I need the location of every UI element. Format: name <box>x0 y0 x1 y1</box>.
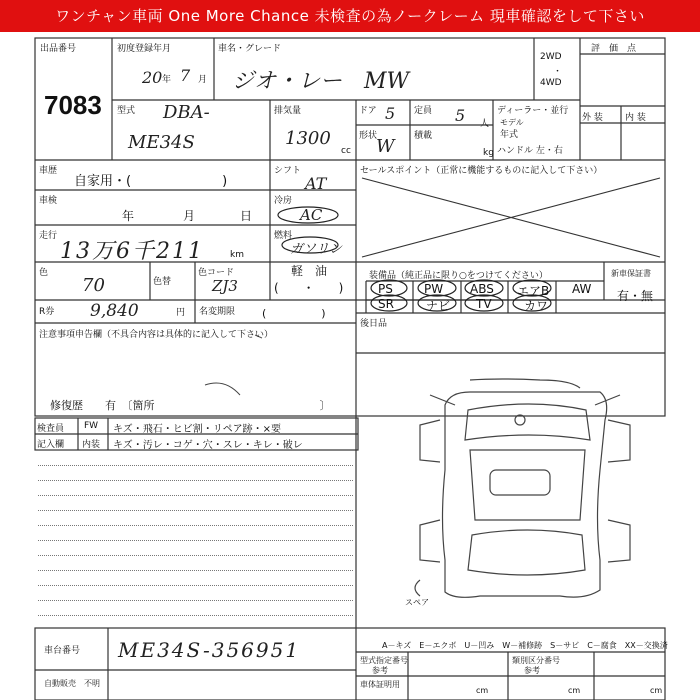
handle-label: ハンドル 左・右 <box>497 146 563 156</box>
reg-month-unit: 月 <box>198 75 208 85</box>
capacity-label: 定員 <box>414 106 433 116</box>
equip-aw: AW <box>572 282 592 296</box>
equip-abs: ABS <box>470 282 494 296</box>
car-name-value: ジオ・レー MW <box>232 69 410 94</box>
equip-tv: TV <box>476 297 492 311</box>
entry-label: 記入欄 <box>37 440 65 450</box>
banner: ワンチャン車両 One More Chance 未検査の為ノークレーム 現車確認をして下さい <box>0 0 700 32</box>
shape-cert-ref: 参考 <box>372 666 388 675</box>
chassis-label: 車台番号 <box>44 646 81 656</box>
shape-cert-label: 型式指定番号 <box>360 656 408 665</box>
drive-dot: ・ <box>553 67 563 77</box>
spare-label: スペア <box>405 598 429 607</box>
shift-value: AT <box>305 174 327 193</box>
color-code-label: 色コード <box>198 268 235 278</box>
class-cert-ref: 参考 <box>524 666 540 675</box>
interior-items: キズ・汚レ・コゲ・穴・スレ・キレ・破レ <box>113 440 303 451</box>
cm-unit-2: cm <box>568 686 581 695</box>
reg-era-unit: 年 <box>162 75 172 85</box>
shaken-year: 年 <box>122 209 135 223</box>
shape-value: W <box>376 136 395 157</box>
name-change-paren: ( ) <box>262 307 326 320</box>
sales-point-label: セールスポイント（正常に機能するものに記入して下さい） <box>360 166 603 176</box>
history-value: 自家用・( ) <box>74 174 228 189</box>
exterior-label: 外 装 <box>582 113 603 123</box>
drive-4wd: 4WD <box>540 78 562 88</box>
load-label: 積載 <box>414 131 433 141</box>
equip-airbag: エアB <box>517 284 550 298</box>
capacity-value: 5 <box>455 106 466 125</box>
doors-value: 5 <box>385 104 396 123</box>
reg-month: 7 <box>180 66 191 85</box>
dealer-sale-label: 自動販売 不明 <box>44 679 100 688</box>
color-value: 70 <box>82 275 105 296</box>
equipment-label: 装備品（純正品に限り○をつけてください） <box>369 271 548 281</box>
shift-label: シフト <box>274 166 302 176</box>
equip-navi: ナビ <box>426 299 451 313</box>
equip-pw: PW <box>424 282 444 296</box>
r-ticket-label: R券 <box>39 307 55 317</box>
grade-label: 評 価 点 <box>591 44 637 54</box>
shape-label: 形状 <box>359 131 378 141</box>
ac-value: AC <box>300 206 323 224</box>
fw-label: FW <box>84 421 99 431</box>
lot-number: 7083 <box>44 90 102 120</box>
color-code-value: ZJ3 <box>212 277 238 295</box>
fuel-kerosene: 軽 油 <box>291 264 328 278</box>
shaken-label: 車検 <box>39 196 58 206</box>
fuel-label: 燃料 <box>274 231 293 241</box>
r-ticket-value: 9,840 <box>90 301 139 321</box>
doors-label: ドア <box>359 106 377 116</box>
km-unit: km <box>230 250 244 260</box>
color-change-label: 色替 <box>153 277 172 287</box>
persons-unit: 人 <box>480 119 490 129</box>
reg-year: 20 <box>142 68 163 87</box>
inspector-label: 検査員 <box>37 424 65 434</box>
warranty-value: 有・無 <box>617 289 654 303</box>
interior-col-label: 内装 <box>82 440 101 450</box>
repair-label: 修復歴 有 〔箇所 〕 <box>50 399 331 412</box>
shaken-day: 日 <box>240 209 253 223</box>
rear-seat-label: 後日品 <box>360 319 388 329</box>
first-reg-label: 初度登録年月 <box>117 44 172 54</box>
model-code: ME34S <box>128 132 195 153</box>
history-label: 車歴 <box>39 166 58 176</box>
lot-label: 出品番号 <box>40 44 77 54</box>
color-label: 色 <box>39 268 49 278</box>
mileage-label: 走行 <box>39 231 58 241</box>
displacement-value: 1300 <box>285 128 331 149</box>
interior-label: 内 装 <box>625 113 646 123</box>
damage-legend: A－キズ E－エクボ U－凹み W－補修跡 S－サビ C－腐食 XX－交換済 <box>382 641 668 650</box>
ac-label: 冷房 <box>274 196 293 206</box>
mileage-value: 13万6千211 <box>60 239 204 264</box>
model-year-label: 年式 <box>500 130 519 140</box>
dealer-label: ディーラー・並行 <box>497 106 569 116</box>
equip-sr: SR <box>378 297 394 311</box>
equip-ps: PS <box>378 282 393 296</box>
cc-unit: cc <box>341 146 351 156</box>
chassis-value: ME34S-356951 <box>118 638 301 662</box>
fw-items: キズ・飛石・ヒビ割・リペア跡・×要 <box>113 424 281 435</box>
type-label: 型式 <box>117 106 136 116</box>
fuel-value: ガソリン <box>290 242 343 257</box>
equip-leather: カワ <box>524 299 549 313</box>
class-cert-label: 類別区分番号 <box>512 656 560 665</box>
yen-unit: 円 <box>176 308 186 318</box>
drive-2wd: 2WD <box>540 52 562 62</box>
new-warranty-label: 新車保証書 <box>611 269 651 278</box>
model-year-small: モデル <box>500 118 524 127</box>
vehicle-cert-label: 車体証明用 <box>360 680 400 689</box>
fuel-paren: ( ・ ) <box>274 281 344 295</box>
car-name-label: 車名・グレード <box>218 44 282 54</box>
displacement-label: 排気量 <box>274 106 302 116</box>
notes-label: 注意事項申告欄（不具合内容は具体的に記入して下さい） <box>39 330 274 340</box>
name-change-label: 名変期限 <box>199 307 236 317</box>
cm-unit-1: cm <box>476 686 489 695</box>
type-value: DBA- <box>163 102 210 123</box>
cm-unit-3: cm <box>650 686 663 695</box>
shaken-month: 月 <box>183 209 196 223</box>
kg-unit: kg <box>483 148 494 158</box>
